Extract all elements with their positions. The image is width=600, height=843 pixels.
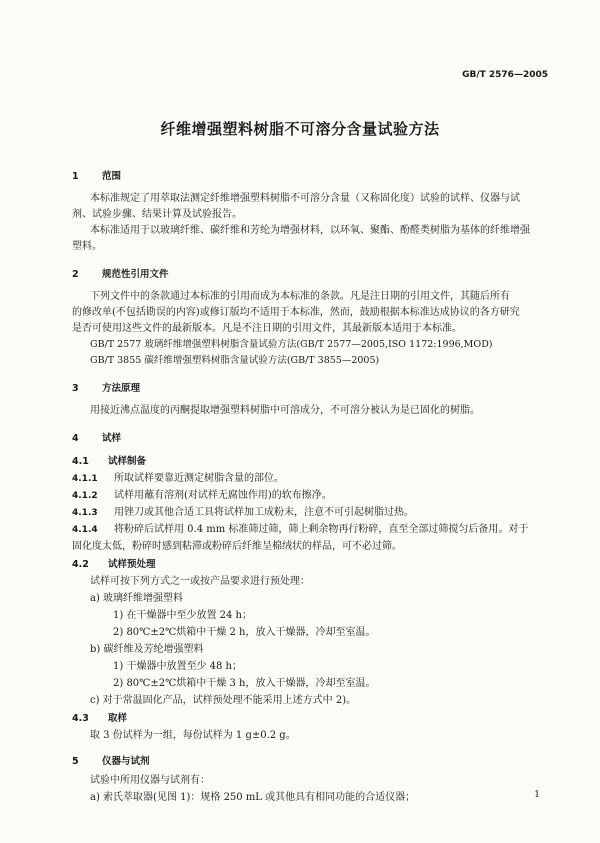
paragraph-line: 试验中所用仪器与试剂有： [90,775,210,786]
section-title: 范围 [102,171,122,182]
clause-4-1-3 [72,506,414,520]
clause-4-1-1 [72,472,284,486]
subsection-number: 4.2 [72,559,89,570]
clause-number: 4.1.1 [72,474,98,484]
section-number: 2 [72,269,79,280]
clause-number: 4.1.2 [72,491,98,501]
document-title: 纤维增强塑料树脂不可溶分含量试验方法 [160,120,440,138]
list-subitem: 2) 80℃±2℃烘箱中干燥 3 h，放入干燥器，冷却至室温。 [113,678,376,689]
subsection-4-2-heading [72,558,156,571]
clause-number: 4.1.4 [72,525,98,535]
paragraph-line: 的修改单(不包括勘误的内容)或修订版均不适用于本标准，然而，鼓励根据本标准达成协议的各方研究 [72,307,520,318]
section-title: 规范性引用文件 [102,269,169,280]
clause-text: 将粉碎后试样用 0.4 mm 标准筛过筛，筛上剩余物再行粉碎，直至全部过筛搅匀后备用。对于 [114,524,529,535]
subsection-title: 试样制备 [108,456,147,467]
subsection-title: 取样 [108,713,128,724]
section-title: 试样 [102,433,122,444]
clause-4-1-4 [72,523,528,537]
clause-text: 所取试样要靠近测定树脂含量的部位。 [114,473,284,484]
paragraph-line: 试样可按下列方式之一或按产品要求进行预处理： [90,576,310,587]
clause-4-1-2 [72,489,332,503]
section-2-heading [72,268,169,281]
section-number: 4 [72,433,79,444]
subsection-number: 4.1 [72,456,89,467]
list-subitem: 1) 在干燥器中至少放置 24 h； [113,610,252,621]
clause-number: 4.1.3 [72,508,98,518]
paragraph-line: 本标准规定了用萃取法测定纤维增强塑料树脂不可溶分含量（又称固化度）试验的试样、仪器与试 [90,193,520,204]
list-item: a) 索氏萃取器(见图 1)：规格 250 mL 或其他具有相同功能的合适仪器； [90,792,416,803]
clause-text: 试样用蘸有溶剂(对试样无腐蚀作用)的软布擦净。 [114,490,332,501]
paragraph-line: 剂、试验步骤、结果计算及试验报告。 [72,209,242,220]
paragraph-line: 是否可使用这些文件的最新版本。凡是不注日期的引用文件，其最新版本适用于本标准。 [72,323,462,334]
paragraph-line: 取 3 份试样为一组，每份试样为 1 g±0.2 g。 [90,730,296,741]
section-5-heading [72,755,150,768]
list-subitem: 2) 80℃±2℃烘箱中干燥 2 h，放入干燥器，冷却至室温。 [113,627,376,638]
subsection-number: 4.3 [72,713,89,724]
section-1-heading [72,170,121,183]
subsection-4-1-heading [72,455,146,468]
subsection-4-3-heading [72,712,127,725]
section-number: 3 [72,383,79,394]
subsection-title: 试样预处理 [108,559,156,570]
paragraph-line: 用接近沸点温度的丙酮提取增强塑料树脂中可溶成分，不可溶分被认为是已固化的树脂。 [90,405,480,416]
section-4-heading [72,432,121,445]
clause-text: 用锉刀或其他合适工具将试样加工成粉末，注意不可引起树脂过热。 [114,507,414,518]
paragraph-line: 下列文件中的条款通过本标准的引用而成为本标准的条款。凡是注日期的引用文件，其随后所有 [90,291,510,302]
section-title: 方法原理 [102,383,141,394]
section-title: 仪器与试剂 [102,756,150,767]
standard-number: GB/T 2576—2005 [462,70,548,80]
paragraph-line: 塑料。 [72,241,102,252]
list-item: c) 对于常温固化产品，试样预处理不能采用上述方式中 2)。 [90,695,357,706]
paragraph-line: 固化度太低，粉碎时感到粘滞或粉碎后纤维呈棉绒状的样品，可不必过筛。 [72,541,402,552]
list-item: a) 玻璃纤维增强塑料 [90,593,184,604]
section-number: 5 [72,756,79,767]
section-3-heading [72,382,140,395]
section-number: 1 [72,171,79,182]
page-number: 1 [534,790,540,800]
list-subitem: 1) 干燥器中放置至少 48 h； [113,661,242,672]
reference-entry: GB/T 2577 玻璃纤维增强塑料树脂含量试验方法(GB/T 2577—2005,ISO 1172:1996,MOD) [90,339,493,350]
paragraph-line: 本标准适用于以玻璃纤维、碳纤维和芳纶为增强材料，以环氧、聚酯、酚醛类树脂为基体的纤维增强 [90,225,530,236]
reference-entry: GB/T 3855 碳纤维增强塑料树脂含量试验方法(GB/T 3855—2005) [90,355,380,366]
list-item: b) 碳纤维及芳纶增强塑料 [90,644,204,655]
